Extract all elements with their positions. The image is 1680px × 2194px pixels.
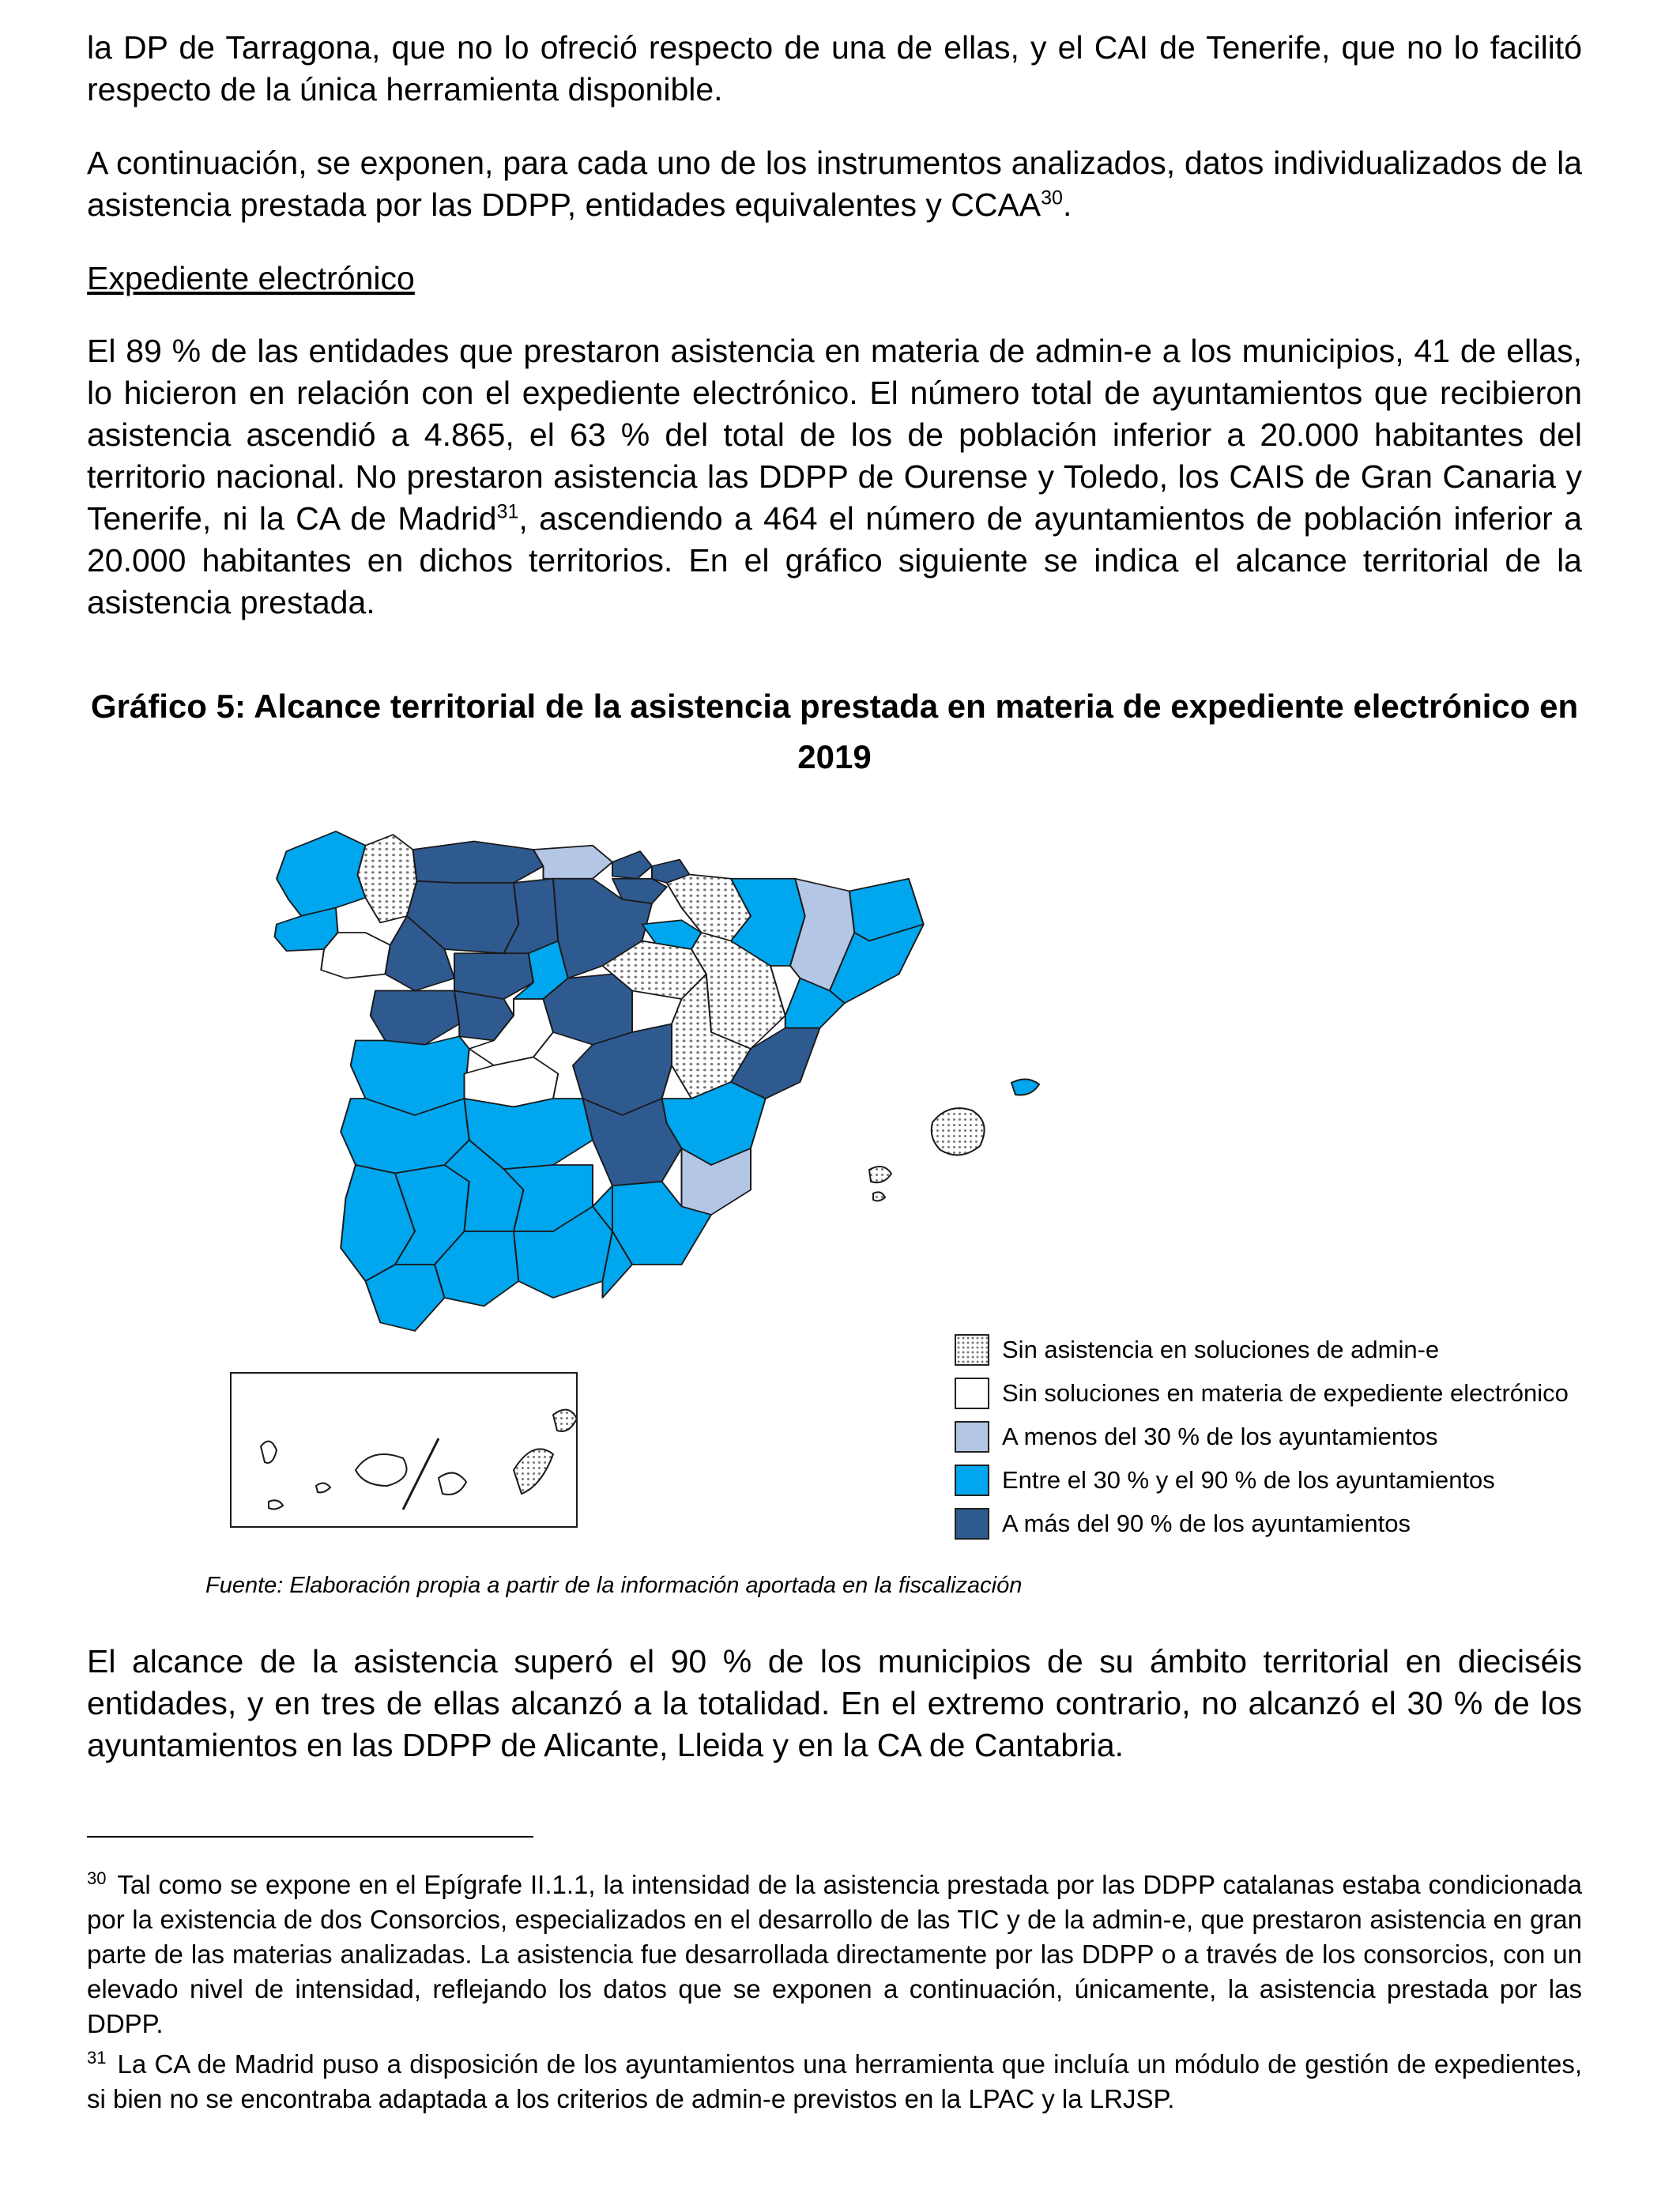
island-la-gomera — [316, 1483, 330, 1492]
province-toledo — [465, 1057, 559, 1107]
paragraph-continuation — [87, 142, 1582, 226]
legend-label-light: A menos del 30 % de los ayuntamientos — [1002, 1423, 1438, 1450]
paragraph-intro: la DP de Tarragona, que no lo ofreció respecto de una de ellas, y el CAI de Tenerife, que no lo facilitó respecto de la única herramienta disponible. — [87, 29, 1582, 107]
legend-label-none: Sin asistencia en soluciones de admin-e — [1002, 1336, 1440, 1363]
paragraph-continuation-end: . — [1062, 187, 1072, 223]
island-lanzarote — [553, 1410, 577, 1431]
footnote-31-number: 31 — [87, 2048, 107, 2068]
province-lugo — [358, 835, 417, 922]
figure-title: Gráfico 5: Alcance territorial de la asistencia prestada en materia de expediente electrónico en 2019 — [90, 688, 1579, 775]
province-asturias — [413, 842, 544, 884]
figure-source: Fuente: Elaboración propia a partir de la información aportada en la fiscalización — [205, 1573, 1023, 1598]
legend-swatch-light — [955, 1421, 989, 1453]
footnote-ref-30[interactable]: 30 — [1041, 187, 1063, 209]
island-mallorca — [932, 1108, 985, 1155]
footnote-30-text: Tal como se expone en el Epígrafe II.1.1, la intensidad de la asistencia prestada por las DDPP catalanas estaba condicionada por la existencia de dos Consorcios, especializados en el desarrollo de las TIC y de la admin-e, que prestaron asistencia en gran parte de las materias analizadas. La asistencia fue desarrollada directamente por las DDPP o a través de los consorcios, con un elevado nivel de intensidad, reflejando los datos que se exponen a continuación, únicamente, la asistencia prestada por las DDPP. — [87, 1870, 1582, 2038]
section-heading: Expediente electrónico — [87, 260, 415, 296]
province-ourense — [321, 933, 390, 978]
legend-label-mid: Entre el 30 % y el 90 % de los ayuntamientos — [1002, 1466, 1495, 1494]
legend-label-dark: A más del 90 % de los ayuntamientos — [1002, 1510, 1411, 1537]
island-formentera — [873, 1192, 885, 1201]
legend-swatch-mid — [955, 1465, 989, 1496]
paragraph-expediente-text-b: , ascendiendo a 464 el número de ayuntamientos de población inferior a 20.000 habitantes en dichos territorios. En el gráfico siguiente se indica el alcance territorial de la asistencia prestada. — [87, 500, 1582, 620]
canary-divider-line — [403, 1438, 439, 1510]
island-tenerife — [356, 1454, 407, 1486]
legend-swatch-white — [955, 1378, 989, 1409]
paragraph-expediente — [87, 330, 1582, 624]
province-a-coruna — [277, 831, 366, 916]
island-la-palma — [261, 1442, 277, 1463]
island-fuerteventura — [514, 1449, 553, 1494]
legend-swatch-dark — [955, 1508, 989, 1540]
paragraph-expediente-text-a: El 89 % de las entidades que prestaron asistencia en materia de admin-e a los municipios, 41 de ellas, lo hicieron en relación con el expediente electrónico. El número total de ayuntamientos que recibieron asistencia ascendió a 4.865, el 63 % del total de los de población inferior a 20.000 habitantes del territorio nacional. No prestaron asistencia las DDPP de Ourense y Toledo, los CAIS de Gran Canaria y Tenerife, ni la CA de Madrid — [87, 333, 1582, 537]
footnote-30-number: 30 — [87, 1868, 107, 1888]
island-el-hierro — [269, 1500, 283, 1509]
canary-islands-inset — [231, 1373, 577, 1527]
legend-label-white: Sin soluciones en materia de expediente electrónico — [1002, 1379, 1569, 1407]
province-salamanca — [371, 991, 460, 1045]
island-ibiza — [869, 1167, 891, 1182]
legend-swatch-none — [955, 1334, 989, 1366]
province-vizcaya — [612, 851, 652, 879]
footnote-30 — [87, 1868, 1582, 2041]
province-cadiz — [366, 1265, 445, 1331]
footnote-ref-31[interactable]: 31 — [496, 500, 519, 523]
footnote-separator — [87, 1836, 533, 1838]
province-cantabria — [533, 846, 612, 879]
footnote-31-text: La CA de Madrid puso a disposición de los ayuntamientos una herramienta que incluía un módulo de gestión de expedientes, si bien no se encontraba adaptada a los criterios de admin-e previstos en la LPAC y la LRJSP. — [87, 2049, 1582, 2113]
footnote-31 — [87, 2047, 1582, 2117]
paragraph-conclusion: El alcance de la asistencia superó el 90 % de los municipios de su ámbito territorial en dieciséis entidades, y en tres de ellas alcanzó a la totalidad. En el extremo contrario, no alcanzó el 30 % de los ayuntamientos en las DDPP de Alicante, Lleida y en la CA de Cantabria. — [87, 1643, 1582, 1763]
paragraph-continuation-text: A continuación, se exponen, para cada uno de los instrumentos analizados, datos individualizados de la asistencia prestada por las DDPP, entidades equivalentes y CCAA — [87, 145, 1582, 223]
island-menorca — [1011, 1079, 1039, 1095]
island-gran-canaria — [439, 1473, 466, 1495]
province-layer — [275, 831, 924, 1331]
